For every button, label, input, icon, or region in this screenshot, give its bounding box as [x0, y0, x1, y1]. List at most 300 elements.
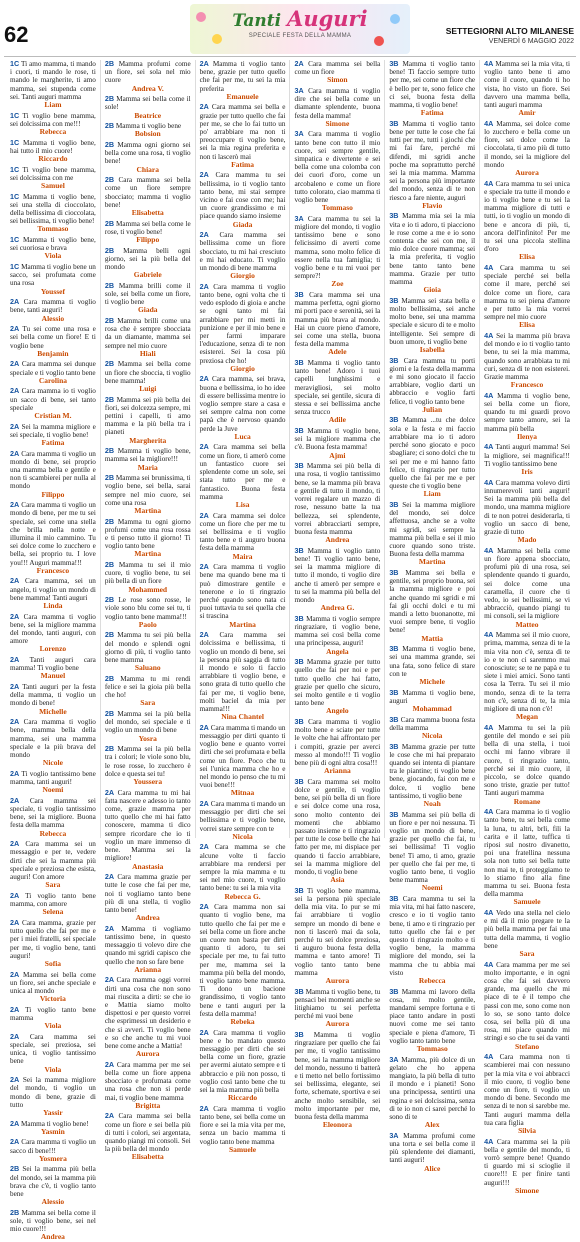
sender-name: Tommaso: [416, 1044, 448, 1054]
message-item: [484, 961, 570, 1052]
message-text: Cara mamma ti voglio bene, sei la migliore mamma del mondo, tanti auguri, con amore: [10, 612, 96, 646]
banner-title-b: Auguri: [287, 6, 368, 31]
sender-name: Francesco: [510, 380, 544, 390]
sender-name: Rebecca: [39, 127, 67, 137]
sender-name: Adile: [328, 415, 346, 425]
message-item: [294, 60, 380, 85]
class-code: 2B: [104, 121, 115, 131]
message-item: [484, 479, 570, 545]
message-text: Mamma sei stata bella e molto bellissima, sei anche molto bene, sei una mamma speciale e sicuro di te e molto intelligente. Sei sempre di buon umore, ti voglio bene: [389, 296, 476, 346]
class-code: 2A: [104, 787, 115, 797]
class-code: 2A: [199, 842, 209, 852]
message-text: Mamma, sei dolce come lo zucchero e bella come un fiore, sei dolce come la cioccolata, ti amo più di tutto il mondo, sei la migliore del mondo: [484, 119, 570, 169]
message-text: Cara mamma ti voglio un mondo di bene, sei proprio una mamma bella e gentile e non ti scambierei per nulla al mondo: [10, 449, 96, 491]
class-code: 3B: [389, 741, 399, 751]
banner-title-a: Tanti: [232, 11, 282, 31]
message-text: Cara mamma volevo dirti innumerevoli tanti auguri! Sei la mamma più bella del mondo, una mamma migliore di te non potrei desiderarla, ti voglio un sacco di bene, grazie di tutto: [484, 478, 570, 536]
class-code: 3B: [294, 358, 304, 368]
message-item: [10, 193, 96, 234]
message-text: Cara mamma sei dunque speciale e ti voglio tanto bene: [10, 360, 96, 377]
message-item: [10, 892, 96, 917]
message-item: [389, 811, 475, 893]
class-code: 1C: [10, 191, 20, 201]
message-text: Cara mamma non sai quanto ti voglio bene, ma tutto quello che fai per me e sei bella come un fiore anche un cuore non basta per dirti quanto ti adoro, tu sei speciale per me, tu fai tutto per me, mamma sei la mamma più bella del mondo, ti voglio tanto bene mamma. Ti dono un bacione grandissimo, ti voglio tanto bene e tanti auguri per la festa della mamma!: [199, 903, 286, 1018]
message-text: Mamma ti voglio bene, hai tutto il mio cuore!: [10, 138, 96, 155]
message-item: [10, 387, 96, 420]
sender-name: Lisa: [235, 499, 250, 509]
message-item: [294, 427, 380, 460]
class-code: 2A: [199, 630, 209, 640]
message-text: Sei la mamma migliore del mondo, sei dolce affettuosa, anche se a volte mi sgridi, sei sempre la mamma più bella e sei il mio cuore quando sono triste. Buona festa della mamma: [389, 500, 476, 559]
message-item: [294, 130, 380, 212]
message-item: [294, 988, 380, 1029]
class-code: 3B: [294, 716, 304, 726]
message-item: [389, 212, 475, 294]
class-code: 3B: [389, 355, 399, 365]
class-code: 2A: [10, 682, 20, 692]
flower-icon: [212, 34, 222, 44]
sender-name: Angelo: [326, 706, 349, 716]
message-text: Cara mamma tu sei unica e speciale tra tutte il mondo e io ti voglio bene e tu sei la mamma migliore di tutti e tutti, io ti voglio un mondo di bene e ancora di più, ti, ancora dell'infinito! Per me tu sei una piccola stellina d'oro: [484, 179, 570, 254]
message-item: [105, 141, 191, 174]
message-text: Mamma brilli come una rosa che è sempre sbocciata da un diamante, mamma sei sempre nel mio cuore: [104, 317, 191, 350]
class-code: 1C: [10, 235, 20, 245]
message-item: [105, 1061, 191, 1111]
message-text: Mamma ti voglio tanto bene per tutte le cose che fai tutti per me, tutti i giochi che mi fai fare, perché mi difendi, mi sgridi anche poche ma soprattutto perché sei la mia mamma. Mamma sei la persona più importante del mondo, senza di te non riesco a fare niente, auguri: [389, 119, 476, 202]
message-item: [10, 60, 96, 110]
message-item: [105, 710, 191, 743]
sender-name: Viola: [44, 1064, 62, 1074]
class-code: 2A: [10, 717, 20, 727]
sender-name: Riccardo: [38, 154, 68, 164]
class-code: 4A: [484, 1136, 494, 1146]
sender-name: Asia: [330, 875, 345, 885]
message-item: [294, 658, 380, 716]
message-text: Mamma tu sei il mio cuore, ti voglio bene, tu sei più bella di un fiore: [104, 561, 191, 586]
message-text: Mamma mi lavoro della cosa, mi molto gentile, mandami sempre fortuna e ti piace tanto andare in posti nuovi come me sei tanto speciale e piena d'amore, Ti voglio tanto tanto bene: [389, 987, 476, 1045]
message-item: [200, 903, 286, 1026]
sender-name: Martina: [229, 619, 256, 629]
sender-name: Alessio: [41, 1197, 65, 1207]
message-item: [200, 631, 286, 722]
message-item: [484, 631, 570, 722]
message-item: [10, 360, 96, 385]
sender-name: Noemi: [421, 883, 443, 893]
message-item: [389, 357, 475, 415]
message-text: Mamma ti voglio tanto bene! Ti faccio sempre tutto per me, sei come un fiore che è bello per te, sono felice che ci sei, buona festa della mamma, ti voglio bene!: [389, 60, 476, 110]
message-text: Cara mamma sei molto dolce e gentile, ti voglio bene, sei più bella di un fiore e sei dolce come una rosa, sono molto contento dei momenti che abbiamo passato insieme e ti ringrazio per tutte le cose belle che hai fatto per me, mi dispiace per quando ti faccio arrabbiare, sei la mamma migliore del mondo, ti voglio bene: [294, 777, 381, 876]
message-item: [10, 770, 96, 795]
sender-name: Linda: [43, 601, 63, 611]
message-item: [10, 718, 96, 768]
class-code: 3B: [294, 613, 304, 623]
text-column: [100, 59, 195, 1162]
sender-name: Rebecca: [39, 828, 67, 838]
class-code: 2A: [10, 1137, 20, 1147]
message-item: [105, 220, 191, 245]
message-item: [10, 1033, 96, 1074]
sender-name: Fatima: [41, 438, 65, 448]
sender-name: Sofia: [44, 958, 62, 968]
class-code: 2A: [199, 230, 209, 240]
sender-name: Andrea G.: [320, 603, 355, 613]
class-code: 2A: [10, 1004, 20, 1014]
sender-name: Viola: [44, 251, 62, 261]
sender-name: Arianna: [324, 766, 351, 776]
sender-name: Stefano: [514, 1041, 540, 1051]
class-code: 2B: [104, 709, 115, 719]
page-header: [0, 0, 580, 56]
message-text: Cara mamma sei un messaggio e per te, vedere dirti che sei la mamma più speciale e preziosa che esista, auguri! Con amore: [10, 840, 96, 882]
message-item: [294, 718, 380, 776]
message-item: [389, 689, 475, 714]
class-code: 2B: [104, 94, 115, 104]
message-text: Cara mamma sei bella come un fiore sempre sbocciato; mamma ti voglio bene!: [104, 176, 191, 209]
message-item: [10, 840, 96, 890]
class-code: 4A: [484, 477, 494, 487]
message-item: [389, 743, 475, 809]
message-item: [10, 613, 96, 654]
message-item: [200, 843, 286, 901]
message-text: Le rose sono rosse, le viole sono blu come sei tu, ti voglio tanto bene mamma!!!: [104, 596, 191, 621]
class-code: 3B: [294, 885, 304, 895]
class-code: 2A: [294, 59, 304, 68]
message-item: [389, 988, 475, 1054]
sender-name: Lorenzo: [39, 644, 67, 654]
sender-name: Aurora: [515, 168, 539, 178]
class-code: 2A: [10, 500, 20, 510]
message-text: Mamma sei la mia vita, ti voglio tanto bene ti amo come il cuore, quando ti ho vista, ho visto un fiore. Sei davvero una mamma bella, tanti auguri mamma: [484, 60, 570, 110]
class-code: 3B: [389, 295, 399, 305]
sender-name: Hiali: [139, 348, 156, 358]
message-item: [389, 716, 475, 741]
message-item: [294, 1031, 380, 1130]
class-code: 2B: [104, 446, 115, 456]
message-text: Cara mamma sei bellissima come un fiore sbocciato, tu mi hai cresciuto e mi hai educato. Ti voglio un mondo di bene mamma: [199, 231, 286, 273]
message-item: [10, 325, 96, 358]
sender-name: Cristian M.: [34, 411, 72, 421]
class-code: 2A: [10, 386, 20, 396]
message-text: Cara mamma grazie per tutte le cose che fai per me, noi ti vogliamo tanto bene più di una stella, ti voglio tanto bene!: [104, 873, 191, 914]
message-text: Mamma ti voglio bene: [115, 122, 182, 131]
sender-name: Bobsion: [134, 129, 161, 139]
sender-name: Benjamin: [37, 348, 69, 358]
message-item: [10, 112, 96, 137]
message-item: [10, 1138, 96, 1163]
sender-name: Ilenya: [517, 431, 538, 441]
class-code: 2B: [104, 175, 115, 185]
class-code: 2B: [104, 744, 115, 754]
class-code: 2B: [104, 359, 115, 369]
publication-name: SETTEGIORNI ALTO MILANESE: [445, 26, 574, 36]
sender-name: Fatima: [231, 159, 255, 169]
sender-name: Giorgio: [230, 363, 255, 373]
message-item: [294, 887, 380, 986]
message-text: Cara mamma ti voglio dire che sei bella come un diamante splendente, buona festa della mamma!: [294, 87, 381, 120]
message-item: [10, 683, 96, 716]
message-text: Ti voglio bene mamma, sei dolcissima con me!!!: [10, 111, 96, 128]
message-item: [200, 1029, 286, 1103]
message-text: Mamma ...tu che dolce sola e la festa e mi faccio arrabbiare ma io ti adoro perché sono giocato e poco sbagliare; ci sono dolci che tu sei per me e mi hanno fatto felice, ti ringrazio per tutto quello che fai per me e per queste che ti voglio bene: [389, 416, 476, 491]
message-text: Cara mamma ti voglio un sacco di bene!!!: [10, 1138, 96, 1155]
message-text: Cara mamma sei bella come un fiore, ti amerò come un fantastico cuore sei splendente come un sole, sei stata tutto per me e fantastico. Buona festa mamma: [199, 443, 286, 501]
class-code: 1C: [10, 262, 20, 272]
message-item: [484, 332, 570, 390]
message-item: [294, 778, 380, 885]
sender-name: Yassir: [43, 1107, 63, 1117]
message-item: [200, 231, 286, 281]
message-item: [484, 120, 570, 178]
class-code: 2A: [10, 1075, 20, 1085]
sender-name: Maira: [232, 551, 253, 561]
message-text: Mamma sei bella come un fiore appena sbocciato, profumi più di una rosa, sei splendente quando ti guardo, sei dolce come una caramella, il cuore che ti vedo, io sei bellissimi, se vi abbracciò, quando piangi tu mi consoli, sei la migliore: [484, 546, 570, 621]
message-text: Mamma ti voglio ringraziare per quello che fai per me, ti voglio tantissimo bene, sei la mamma migliore del mondo, nessuno ti batterà e ti metto nel bello fortissimo sei bellissima, elegante, sei forte, schemate, sportiva e sei anche molto sensibile, sei molto importante per me, buona festa della mamma: [294, 1031, 381, 1122]
message-item: [200, 375, 286, 441]
message-item: [105, 247, 191, 280]
class-code: 4A: [484, 442, 494, 452]
sender-name: Fatima: [420, 108, 444, 118]
message-text: Cara mamma tu sei la migliore del mondo, ti voglio tantissimo bene e sono felicissimo di averti come mamma, sono molto felice di essere nella tua famiglia; ti voglio bene e tu mi vuoi per sempre?!: [294, 214, 381, 281]
class-code: 3B: [389, 986, 399, 996]
class-code: 2A: [199, 59, 209, 68]
message-text: Cara mamma sei la più bella e gentile del mondo, ti vorrò sempre bene! Quando ti guardo mi si scioglie il cuore!!! E per finire tanti auguri!!!: [484, 1137, 570, 1187]
message-item: [484, 392, 570, 442]
sender-name: Filippo: [136, 235, 160, 245]
message-text: Cara mamma sei una mamma perfetta, ogni giorno mi porti pace e serenità, sei la mamma più brava al mondo. Hai un cuore pieno d'amore, sei come una stella, buona festa della mamma: [294, 291, 381, 349]
sender-name: Angela: [326, 646, 349, 656]
sender-name: Aurora: [135, 1049, 160, 1059]
class-code: 3B: [389, 118, 399, 128]
banner-title: [190, 4, 410, 30]
message-text: Mamma ti voglio bene, sei la migliore mamma che c'è. Buona festa mamma!: [294, 427, 381, 452]
page-number: 62: [4, 22, 29, 47]
message-item: [105, 396, 191, 446]
message-item: [389, 569, 475, 643]
message-text: Ti voglio bene mamma, sei dolcissima con me: [10, 165, 96, 182]
message-text: Cara mamma, sei brava, buona e bellissima, io ho idee di essere bellissima mentre io voglio sempre stare a casa e sei sempre calma non come papà che è nervoso quando perde la Juve: [199, 375, 286, 433]
class-code: 2A: [199, 510, 209, 520]
message-item: [389, 416, 475, 498]
message-text: Mamma ti voglio tanto bene! Ti voglio tanto bene, sei la mamma migliore di tutto il mondo, ti voglio dire anche ti amerò per sempre e tu sei la mamma più bella del mondo: [294, 546, 381, 604]
class-code: 1C: [10, 164, 20, 174]
class-code: 3B: [389, 567, 399, 577]
class-code: 3B: [294, 461, 304, 471]
class-code: 4A: [484, 630, 494, 640]
message-text: Cara mamma ti mando un messaggio per dirti quanto ti voglio bene e quanto vorrei dirti che sei profumata e bella come un fiore. Poco che tu sei l'unica mamma che ho e nel mondo io penso che tu mi vuoi bene!!!: [199, 723, 286, 790]
message-text: Mamma tu sei più bella del mondo e splendi ogni giorno di più, ti voglio tanto bene mamma: [104, 631, 191, 665]
sender-name: Giorgio: [230, 271, 255, 281]
message-item: [105, 176, 191, 217]
message-text: Mamma ti voglio bene, sei una stella di cioccolato, della bellissima di cioccolata, sei bellissima, ti voglio bene!: [10, 192, 96, 226]
flower-icon: [390, 14, 400, 24]
sender-name: Ajmi: [329, 450, 346, 460]
message-item: [10, 1165, 96, 1206]
class-code: 2A: [199, 102, 209, 112]
sender-name: Mitnaa: [230, 788, 255, 798]
message-item: [105, 561, 191, 594]
message-text: Mamma brilli come il sole, sei bella come un fiore, ti voglio bene: [104, 281, 191, 307]
sender-name: Simon: [327, 75, 348, 85]
issue-date: VENERDÌ 6 MAGGIO 2022: [488, 38, 574, 45]
message-text: Cara mamma ti voglio molto bene e sciate per tutte le volte che hai affrontato per i compiti, grazie per averci messo al mondo!!! Ti voglio bene più di ogni altra cosa!!!: [294, 717, 381, 767]
class-code: 2A: [10, 917, 20, 927]
message-item: [105, 317, 191, 358]
message-text: Mamma ti voglio tanto bene, grazie per tutto quello che fai per me, tu sei la mia preferita: [199, 60, 286, 93]
class-code: 2B: [104, 245, 115, 255]
class-code: 2A: [10, 655, 20, 665]
class-code: 3B: [294, 986, 304, 996]
message-item: [484, 1053, 570, 1135]
class-code: 2A: [199, 562, 209, 572]
message-item: [389, 60, 475, 118]
class-code: 4A: [484, 390, 494, 400]
message-text: Cara mamma oggi vorrei dirti una cosa che non sono mai riuscita a dirti: se che io e Mattia siamo molto dispettosi e per questo vorrei che esprimessi un desiderio e che si avveri. Ti voglio bene e so che anche tu mi vuoi bene come anche a Mattia!: [104, 976, 191, 1050]
message-item: [389, 645, 475, 686]
class-code: 3B: [294, 1030, 304, 1040]
class-code: 1C: [10, 59, 20, 68]
class-code: 2B: [104, 59, 115, 68]
sender-name: Simone: [515, 1185, 539, 1195]
sender-name: Carolina: [38, 375, 68, 385]
masthead: [446, 26, 574, 45]
text-column: [289, 59, 384, 1130]
flower-icon: [196, 12, 206, 22]
message-text: Cara mamma sei dolcissima e bellissima, ti voglio un mondo di bene, sei la persona più saggia di tutto il mondo e solo ti faccio arrabbiare ti voglio bene, e sono grata di tutto quello che fai per me, ti voglio bene, molti baciel da mia per mamma!!!: [199, 631, 286, 713]
class-code: 2A: [10, 421, 20, 431]
sender-name: Michele: [419, 676, 445, 686]
class-code: 2A: [10, 448, 20, 458]
class-code: 2B: [104, 595, 115, 605]
sender-name: Beatrice: [134, 110, 162, 120]
special-section-banner: [190, 4, 410, 54]
message-text: Mamma sei più bella di un fiore e per noi nessuna. Ti voglio un mondo di bene, grazie per quello che fai, tu sei bellissima! Ti voglio bene! Ti amo, ti amo, grazie per quello che fai per me, ti voglio tanto bene, ti voglio bene mamma: [389, 810, 476, 885]
message-text: Mamma belli ogni giorno, sei la più bella del mondo: [104, 246, 191, 272]
class-code: 2A: [10, 969, 20, 979]
class-code: 3B: [294, 290, 304, 300]
text-column: [384, 59, 479, 1173]
sender-name: Elisabetta: [131, 1152, 164, 1162]
message-text: Mamma ti voglio bene, tu pensaci bei momenti anche se litighiamo tu sei perfetta perché mi vuoi bene: [294, 987, 381, 1021]
class-code: 3B: [389, 499, 399, 509]
class-code: 2A: [10, 795, 20, 805]
message-item: [484, 724, 570, 806]
sender-name: Martina: [418, 557, 446, 567]
sender-name: Saluano: [134, 663, 161, 673]
class-code: 2B: [104, 316, 115, 326]
sender-name: Rebecca G.: [224, 891, 261, 901]
sender-name: Iris: [521, 467, 533, 477]
message-item: [484, 60, 570, 118]
message-item: [200, 171, 286, 229]
class-code: 2A: [199, 170, 209, 180]
message-text: Sei la mamma più brava del mondo e io ti voglio tanto bene, tu sei la mia mamma, quando sono arrabbiata tu mi curi, senza di te non esisterei. Grazie mamma: [484, 332, 570, 382]
message-item: [10, 166, 96, 191]
message-text: Mamma ti vogliamo tantissimo bene, in questo messaggio ti volevo dire che quando mi sgridi capisco che quello che non so fare bene: [104, 924, 191, 966]
class-code: 2A: [104, 1059, 115, 1069]
class-code: 2B: [104, 140, 115, 149]
sender-name: Michelle: [39, 706, 67, 716]
class-code: 2A: [104, 1111, 115, 1121]
sender-name: Liam: [423, 489, 441, 499]
sender-name: Andrea: [325, 535, 350, 545]
message-item: [10, 450, 96, 500]
message-text: Tu sei come una rosa e sei bella come un fiore! E ti voglio bene: [10, 325, 96, 350]
class-code: 2A: [104, 975, 115, 985]
message-text: Mamma ti voglio bene, sei bella come un fiore, quando tu mi guardi provo sempre tanto amore, sei la mamma più bella: [484, 391, 570, 433]
sender-name: Gabriele: [133, 270, 162, 280]
sender-name: Luca: [234, 431, 251, 441]
class-code: 4A: [484, 545, 494, 555]
class-code: 2B: [104, 630, 115, 640]
class-code: 3B: [389, 687, 399, 697]
sender-name: Martina: [134, 549, 162, 559]
sender-name: Simone: [325, 118, 350, 128]
sender-name: Rebeka: [230, 1017, 255, 1027]
message-text: Cara mamma sei bella come un fiore e sei bella più di tutti i colori, sei argentata, quando piangi mi consoli. Sei la più bella del mondo: [104, 1112, 191, 1154]
class-code: 3B: [294, 545, 304, 555]
message-item: [200, 103, 286, 169]
sender-name: Nicole: [42, 758, 63, 768]
message-item: [294, 359, 380, 425]
class-code: 2B: [104, 280, 115, 290]
message-text: Mamma tu mi rendi felice e sei la gioia più bella che ho!: [104, 674, 191, 700]
sender-name: Nina Chantel: [221, 712, 264, 722]
message-text: Cara mamma io ti voglio un sacco di bene, sei tanto speciale: [10, 387, 96, 412]
class-code: 3B: [389, 644, 399, 654]
sender-name: Emanuele: [226, 91, 259, 101]
message-item: [200, 512, 286, 562]
sender-name: Martina: [134, 506, 162, 516]
message-text: Cara mamma per me sei molto importante, e in ogni cosa che fai sei davvero grande, ma quello che mi piace di te è il tempo che passi con me, sono come non lo so, se sono tanto dolce cosa, sei bella più di una rosa, mi piace quando mi stringi e so che tu sei da vanti: [484, 960, 570, 1043]
text-column: [479, 59, 574, 1195]
banner-subtitle: SPECIALE FESTA DELLA MAMMA: [248, 33, 352, 39]
message-text: Mamma ti voglio bene!: [21, 1119, 89, 1128]
class-code: 3B: [389, 415, 399, 425]
message-text: Mamma grazie per tutto quello che fai per noi e per tutto quello che hai fatto, grazie per quello che sicuro, sei molto gentile e ti voglio tanto bene: [294, 658, 381, 708]
message-text: Mamma ti voglio tanto tanto bene! Adoro i tuoi capelli lunghissimi e meravigliosi, sei molto speciale, sei gentile, sicura di stessa e sei bellissima anche senza trucco: [294, 359, 381, 417]
messages-columns: [6, 59, 574, 1242]
message-item: [10, 1076, 96, 1117]
message-item: [105, 976, 191, 1058]
message-text: Mamma sei più bella di una rosa, ti voglio tantissimo bene, se la mamma più brava e gentile di tutto il mondo, ti vorrei regalare un mazzo di rose, nessuno batte la tua bellezza, sei splendente, vorrei abbracciarti sempre, buona festa mamma: [294, 462, 381, 536]
message-text: Mamma mia sei la mia vita e io ti adoro, ti piacciono le rose come a me e io sono contenta che sei con me, il mio dolce cuore mamma; sei la mia preferita, ti voglio bene tanto tanto bene mamma. Grazie per tutto mamma: [389, 212, 476, 287]
sender-name: Samuele: [513, 897, 541, 907]
class-code: 2A: [199, 281, 209, 291]
class-code: 2A: [10, 890, 20, 900]
message-item: [10, 298, 96, 323]
sender-name: Anastasia: [132, 861, 164, 871]
message-text: Cara mamma ti voglio tanto bene con tutto il mio cuore, sei sempre gentile, simpatica e divertente e sei bella come una colomba con dei cuori d'oro, come un arcobaleno e come un fiore tutto colorato, ciao mamma ti voglio bene: [294, 130, 381, 205]
message-item: [10, 423, 96, 448]
text-column: [195, 59, 290, 1154]
class-code: 4A: [484, 722, 494, 732]
message-item: [200, 1105, 286, 1155]
sender-name: Mattia: [421, 633, 444, 643]
sender-name: Tommaso: [321, 203, 353, 213]
sender-name: Rebecca: [418, 976, 446, 986]
message-text: Tanti auguri per la festa della mamma, ti voglio un mondo di bene!: [10, 683, 96, 708]
class-code: 4A: [484, 178, 494, 188]
message-item: [484, 264, 570, 330]
class-code: 2A: [10, 768, 20, 778]
class-code: 2A: [10, 359, 20, 369]
message-item: [105, 1112, 191, 1162]
sender-name: Aurora: [325, 1019, 350, 1029]
message-text: Mamma ti voglio bene, sei una mamma grande, sei una fata, sono felice di stare con te: [389, 645, 476, 678]
message-text: Mamma sei più bella dei fiori, sei dolcezza sempre, mi pettini i capelli, ti amo mamma e la più bella tra i pianeti: [104, 395, 191, 437]
message-item: [105, 873, 191, 923]
sender-name: Brigitta: [135, 1100, 161, 1110]
